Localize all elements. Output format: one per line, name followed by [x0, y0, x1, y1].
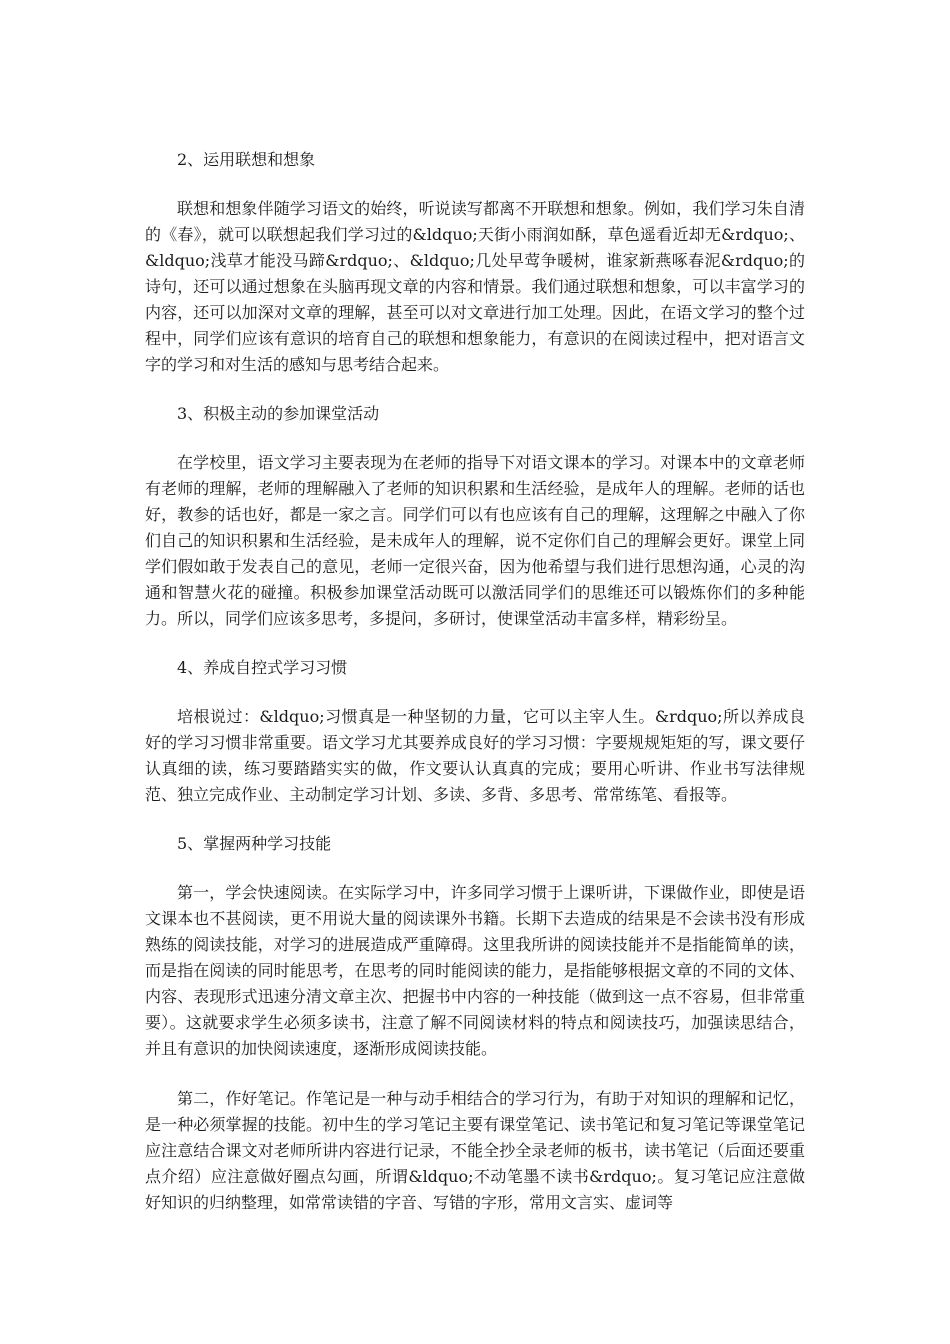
section-paragraph: 第二，作好笔记。作笔记是一种与动手相结合的学习行为，有助于对知识的理解和记忆，是一种必须掌握的技能。初中生的学习笔记主要有课堂笔记、读书笔记和复习笔记等课堂笔记应注意结合课文对老师所讲内容进行记录，不能全抄全录老师的板书，读书笔记（后面还要重点介绍）应注意做好圈点勾画，所谓&ldquo;不动笔墨不读书&rdquo;。复习笔记应注意做好知识的归纳整理，如常常读错的字音、写错的字形，常用文言实、虚词等 [145, 1089, 805, 1212]
section-heading: 3、积极主动的参加课堂活动 [177, 404, 380, 423]
section-paragraph: 在学校里，语文学习主要表现为在老师的指导下对语文课本的学习。对课本中的文章老师有老师的理解，老师的理解融入了老师的知识积累和生活经验，是成年人的理解。老师的话也好，教参的话也好，都是一家之言。同学们可以有也应该有自己的理解，这理解之中融入了你们自己的知识积累和生活经验，是未成年人的理解，说不定你们自己的理解会更好。课堂上同学们假如敢于发表自己的意见，老师一定很兴奋，因为他希望与我们进行思想沟通，心灵的沟通和智慧火花的碰撞。积极参加课堂活动既可以激活同学们的思维还可以锻炼你们的多种能力。所以，同学们应该多思考，多提问，多研讨，使课堂活动丰富多样，精彩纷呈。 [145, 453, 805, 628]
section-paragraph: 第一，学会快速阅读。在实际学习中，许多同学习惯于上课听讲，下课做作业，即使是语文课本也不甚阅读，更不用说大量的阅读课外书籍。长期下去造成的结果是不会读书没有形成熟练的阅读技能，对学习的进展造成严重障碍。这里我所讲的阅读技能并不是指能简单的读，而是指在阅读的同时能思考，在思考的同时能阅读的能力，是指能够根据文章的不同的文体、内容、表现形式迅速分清文章主次、把握书中内容的一种技能（做到这一点不容易，但非常重要）。这就要求学生必须多读书，注意了解不同阅读材料的特点和阅读技巧，加强读思结合，并且有意识的加快阅读速度，逐渐形成阅读技能。 [145, 883, 805, 1058]
section-heading: 4、养成自控式学习习惯 [177, 658, 348, 677]
section-heading: 2、运用联想和想象 [177, 150, 316, 169]
section-paragraph: 培根说过：&ldquo;习惯真是一种坚韧的力量，它可以主宰人生。&rdquo;所以养成良好的学习习惯非常重要。语文学习尤其要养成良好的学习习惯：字要规规矩矩的写，课文要仔认真细的读，练习要踏踏实实的做，作文要认认真真的完成；要用心听讲、作业书写法律规范、独立完成作业、主动制定学习计划、多读、多背、多思考、常常练笔、看报等。 [145, 707, 805, 804]
section-paragraph: 联想和想象伴随学习语文的始终，听说读写都离不开联想和想象。例如，我们学习朱自清的《春》，就可以联想起我们学习过的&ldquo;天街小雨润如酥，草色遥看近却无&rdquo;、&ldquo;浅草才能没马蹄&rdquo;、&ldquo;几处早莺争暖树，谁家新燕啄春泥&rdquo;的诗句，还可以通过想象在头脑再现文章的内容和情景。我们通过联想和想象，可以丰富学习的内容，还可以加深对文章的理解，甚至可以对文章进行加工处理。因此，在语文学习的整个过程中，同学们应该有意识的培育自己的联想和想象能力，有意识的在阅读过程中，把对语言文字的学习和对生活的感知与思考结合起来。 [145, 199, 805, 374]
document-page [145, 148, 805, 1240]
section-heading: 5、掌握两种学习技能 [177, 834, 332, 853]
